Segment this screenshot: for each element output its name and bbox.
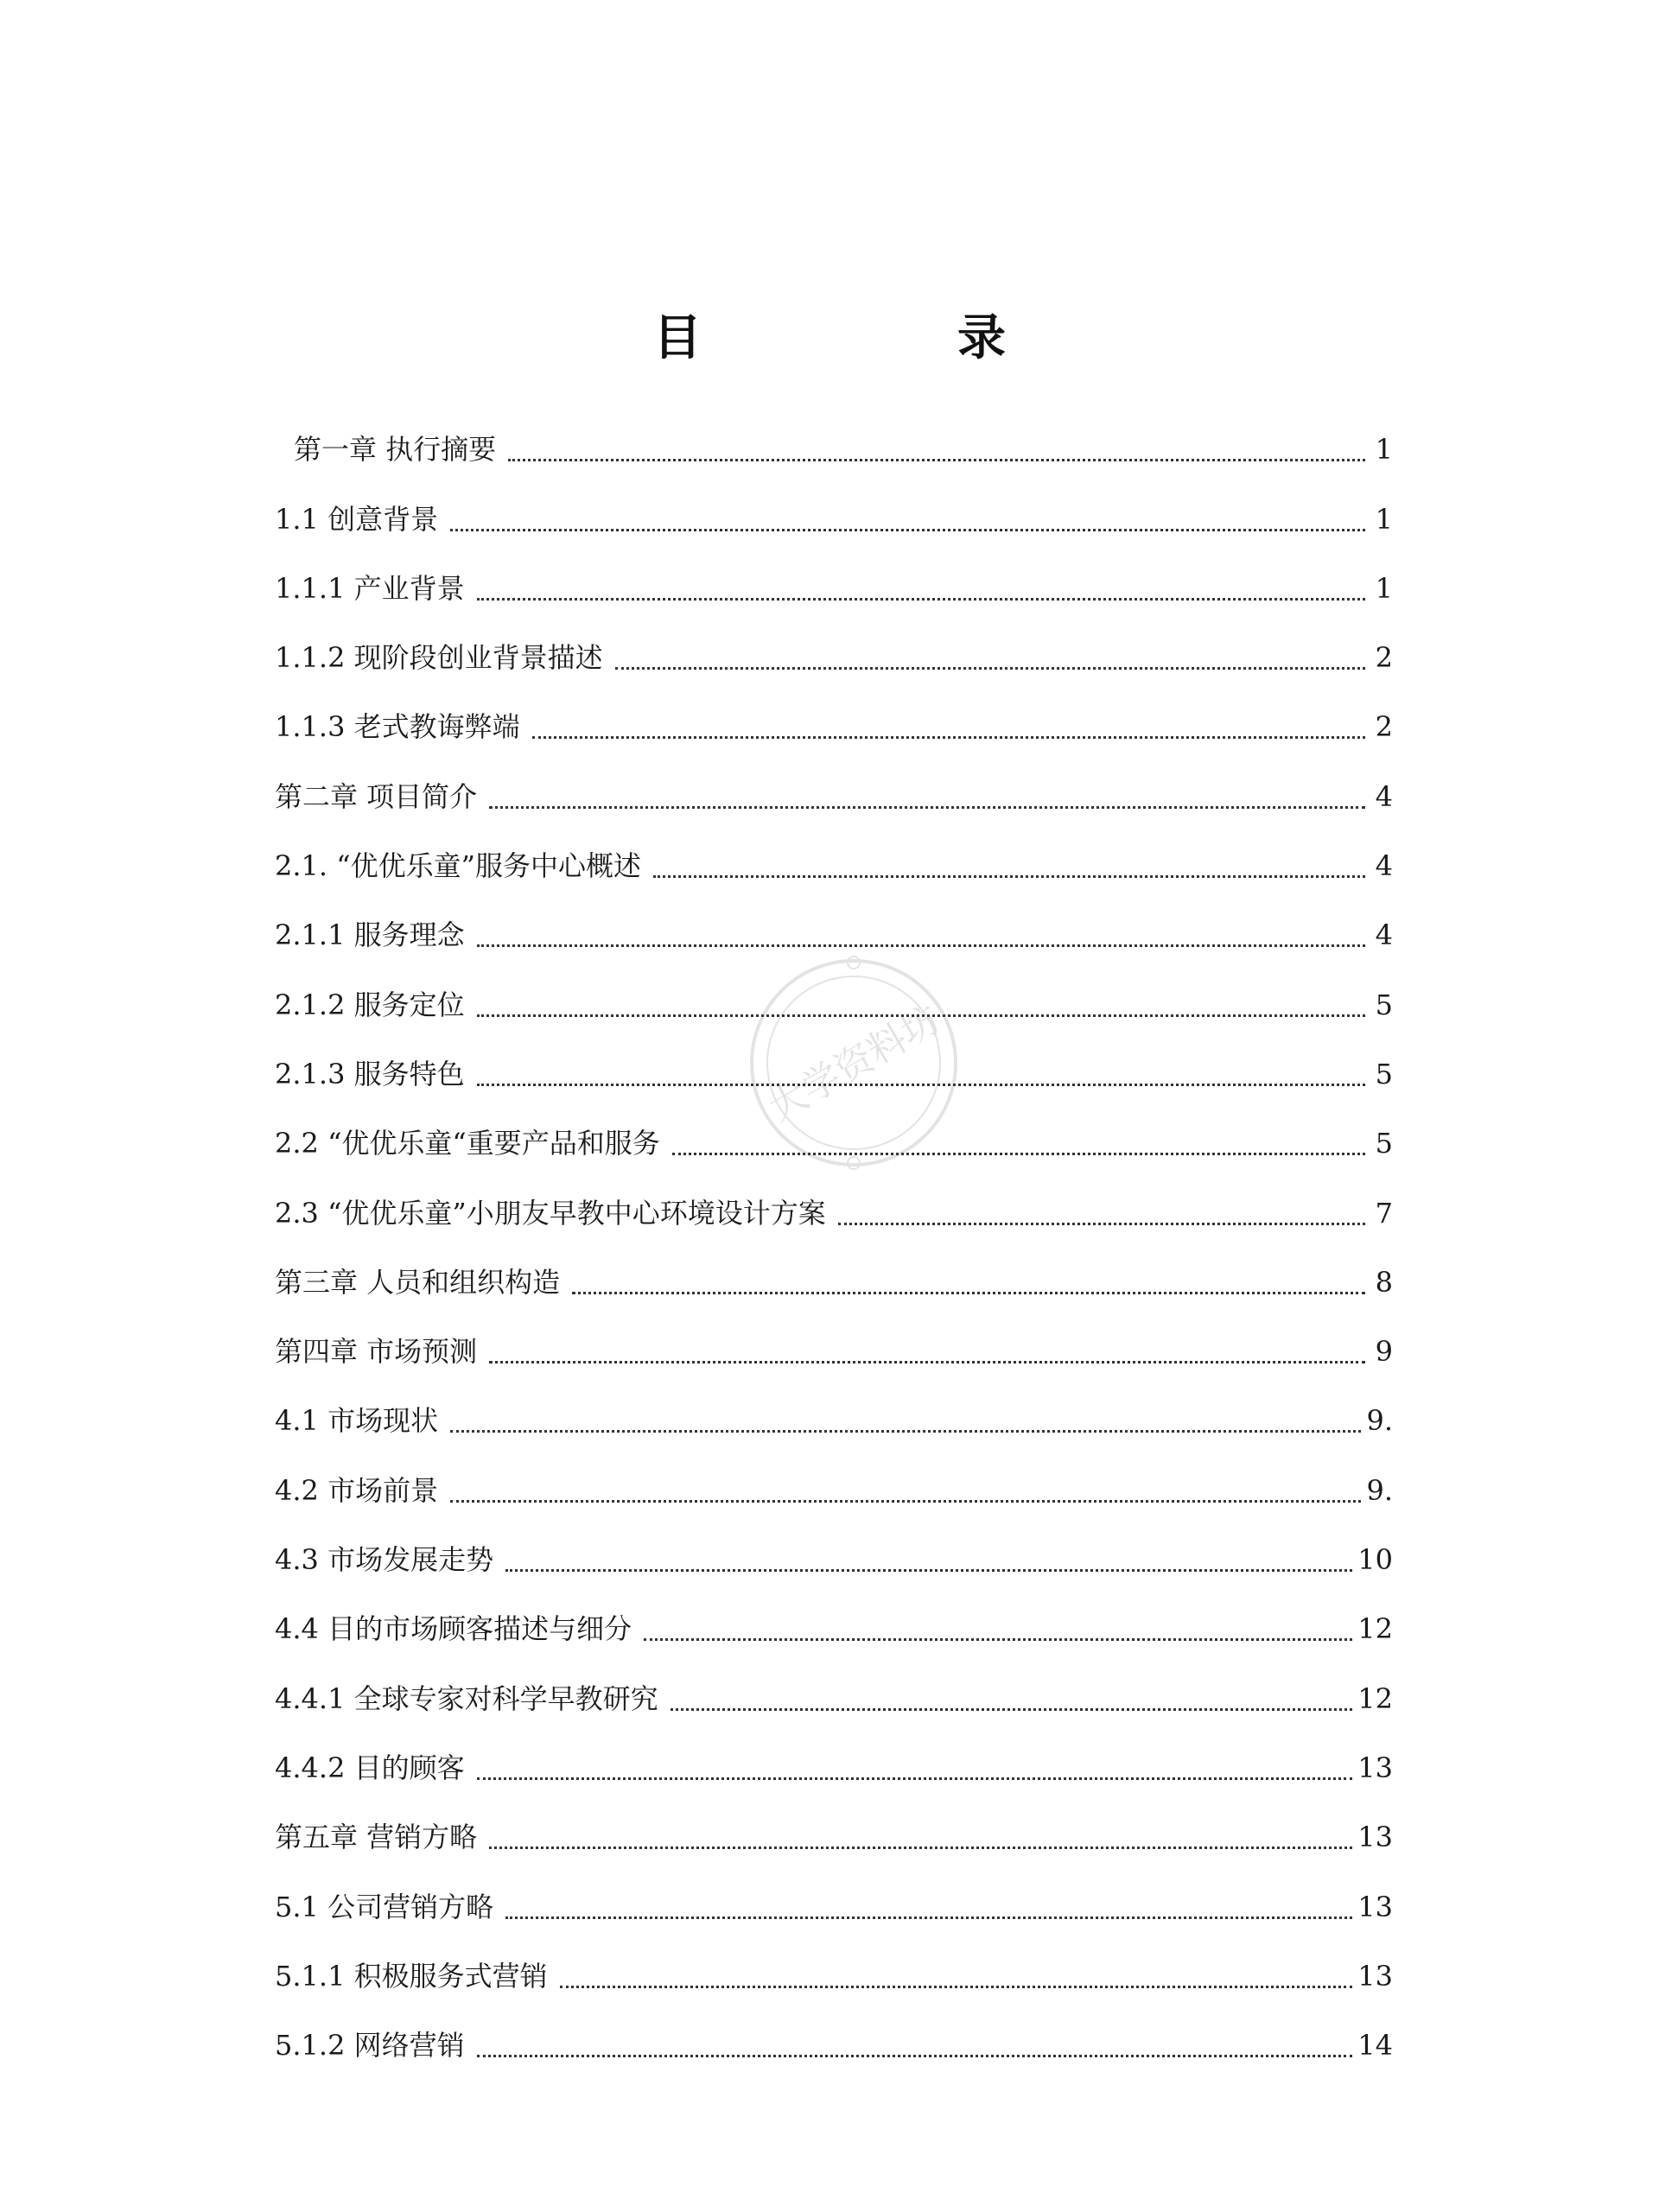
toc-entry-page-number: 13 xyxy=(1357,1890,1393,1923)
toc-entry-label: 5.1.2 网络营销 xyxy=(275,2029,465,2063)
toc-entry[interactable] xyxy=(275,468,1393,537)
toc-entry[interactable] xyxy=(275,1370,1393,1440)
toc-entry[interactable] xyxy=(275,885,1393,954)
toc-dot-leader xyxy=(508,459,1365,461)
toc-dot-leader xyxy=(615,667,1365,670)
toc-entry-page-number: 13 xyxy=(1357,1821,1393,1854)
toc-entry[interactable] xyxy=(275,1162,1393,1231)
toc-entry-label: 2.1.2 服务定位 xyxy=(275,988,465,1021)
toc-entry-page-number: 5 xyxy=(1375,1127,1393,1160)
toc-dot-leader xyxy=(838,1223,1365,1225)
toc-entry[interactable] xyxy=(275,1024,1393,1093)
toc-entry[interactable] xyxy=(275,816,1393,885)
toc-entry-label: 4.1 市场现状 xyxy=(275,1404,439,1438)
toc-entry-page-number: 9. xyxy=(1366,1404,1393,1438)
toc-entry-page-number: 4 xyxy=(1375,849,1393,883)
toc-entry-label: 4.4.2 目的顾客 xyxy=(275,1751,465,1784)
toc-entry-label: 第四章 市场预测 xyxy=(275,1335,478,1369)
toc-entry-label: 5.1.1 积极服务式营销 xyxy=(275,1959,548,1993)
toc-entry[interactable] xyxy=(275,607,1393,677)
toc-entry-page-number: 4 xyxy=(1375,779,1393,813)
toc-entry[interactable] xyxy=(275,1995,1393,2064)
toc-entry-page-number: 1 xyxy=(1375,571,1393,605)
toc-entry-page-number: 4 xyxy=(1375,918,1393,952)
toc-entry-label: 第五章 营销方略 xyxy=(275,1821,478,1854)
toc-entry-label: 1.1.2 现阶段创业背景描述 xyxy=(275,641,603,675)
toc-dot-leader xyxy=(477,2055,1353,2057)
toc-dot-leader xyxy=(450,1430,1361,1433)
toc-dot-leader xyxy=(644,1638,1352,1641)
toc-entry-label: 第三章 人员和组织构造 xyxy=(275,1265,561,1299)
toc-entry-page-number: 13 xyxy=(1357,1751,1393,1784)
toc-entry[interactable] xyxy=(275,1440,1393,1509)
page-title: 目 录 xyxy=(653,310,1109,366)
toc-dot-leader xyxy=(505,1916,1352,1919)
toc-dot-leader xyxy=(560,1986,1353,1988)
toc-dot-leader xyxy=(477,1084,1365,1086)
toc-dot-leader xyxy=(477,1777,1353,1780)
toc-dot-leader xyxy=(450,1500,1361,1503)
toc-entry-label: 2.1. “优优乐童”服务中心概述 xyxy=(275,849,641,883)
toc-dot-leader xyxy=(653,875,1365,878)
table-of-contents xyxy=(275,399,1393,2064)
svg-text:大学资料坊: 大学资料坊 xyxy=(760,997,948,1131)
toc-entry[interactable] xyxy=(275,1232,1393,1301)
toc-entry-label: 4.4.1 全球专家对科学早教研究 xyxy=(275,1681,658,1715)
toc-entry[interactable] xyxy=(275,677,1393,746)
toc-entry-page-number: 12 xyxy=(1357,1612,1393,1646)
toc-entry[interactable] xyxy=(275,1718,1393,1787)
toc-entry[interactable] xyxy=(275,1510,1393,1579)
toc-entry-label: 1.1.1 产业背景 xyxy=(275,571,465,605)
toc-entry-page-number: 2 xyxy=(1375,641,1393,675)
toc-entry-page-number: 5 xyxy=(1375,1057,1393,1090)
toc-dot-leader xyxy=(477,944,1365,947)
toc-entry[interactable] xyxy=(275,1093,1393,1162)
toc-entry-page-number: 12 xyxy=(1357,1681,1393,1715)
toc-dot-leader xyxy=(477,598,1365,601)
toc-entry[interactable] xyxy=(275,399,1393,468)
toc-entry[interactable] xyxy=(275,1648,1393,1717)
toc-dot-leader xyxy=(671,1708,1353,1711)
toc-entry[interactable] xyxy=(275,1579,1393,1648)
toc-entry-label: 1.1.3 老式教诲弊端 xyxy=(275,710,520,744)
toc-dot-leader xyxy=(572,1292,1365,1294)
toc-dot-leader xyxy=(450,529,1365,531)
toc-entry[interactable] xyxy=(275,746,1393,815)
toc-dot-leader xyxy=(532,736,1365,739)
toc-entry-page-number: 2 xyxy=(1375,710,1393,744)
toc-entry-page-number: 13 xyxy=(1357,1959,1393,1993)
toc-entry-page-number: 1 xyxy=(1375,433,1393,467)
toc-entry-label: 2.1.1 服务理念 xyxy=(275,918,465,952)
toc-entry-label: 第一章 执行摘要 xyxy=(294,433,497,467)
toc-entry-label: 4.4 目的市场顾客描述与细分 xyxy=(275,1612,632,1646)
toc-dot-leader xyxy=(489,1847,1352,1849)
toc-dot-leader xyxy=(505,1569,1352,1572)
toc-entry[interactable] xyxy=(275,1856,1393,1925)
toc-entry-label: 4.3 市场发展走势 xyxy=(275,1543,494,1577)
toc-entry-page-number: 14 xyxy=(1357,2029,1393,2063)
toc-entry-page-number: 5 xyxy=(1375,988,1393,1021)
toc-dot-leader xyxy=(477,1014,1365,1017)
toc-entry-label: 4.2 市场前景 xyxy=(275,1473,439,1507)
toc-entry-page-number: 9 xyxy=(1375,1335,1393,1369)
toc-entry-label: 第二章 项目简介 xyxy=(275,779,478,813)
toc-entry-page-number: 7 xyxy=(1375,1196,1393,1230)
toc-entry[interactable] xyxy=(275,1926,1393,1995)
toc-entry[interactable] xyxy=(275,1301,1393,1370)
toc-entry-label: 1.1 创意背景 xyxy=(275,502,439,536)
toc-dot-leader xyxy=(489,1361,1365,1363)
toc-entry-page-number: 10 xyxy=(1357,1543,1393,1577)
toc-dot-leader xyxy=(489,806,1365,809)
toc-entry-page-number: 9. xyxy=(1366,1473,1393,1507)
toc-entry-page-number: 1 xyxy=(1375,502,1393,536)
toc-dot-leader xyxy=(672,1153,1365,1155)
toc-entry-label: 2.2 “优优乐童“重要产品和服务 xyxy=(275,1127,660,1160)
toc-entry[interactable] xyxy=(275,538,1393,607)
toc-entry-label: 2.3 “优优乐童”小朋友早教中心环境设计方案 xyxy=(275,1196,826,1230)
toc-entry-label: 2.1.3 服务特色 xyxy=(275,1057,465,1090)
toc-entry[interactable] xyxy=(275,1787,1393,1856)
toc-entry-label: 5.1 公司营销方略 xyxy=(275,1890,494,1923)
toc-entry-page-number: 8 xyxy=(1375,1265,1393,1299)
toc-entry[interactable] xyxy=(275,954,1393,1023)
